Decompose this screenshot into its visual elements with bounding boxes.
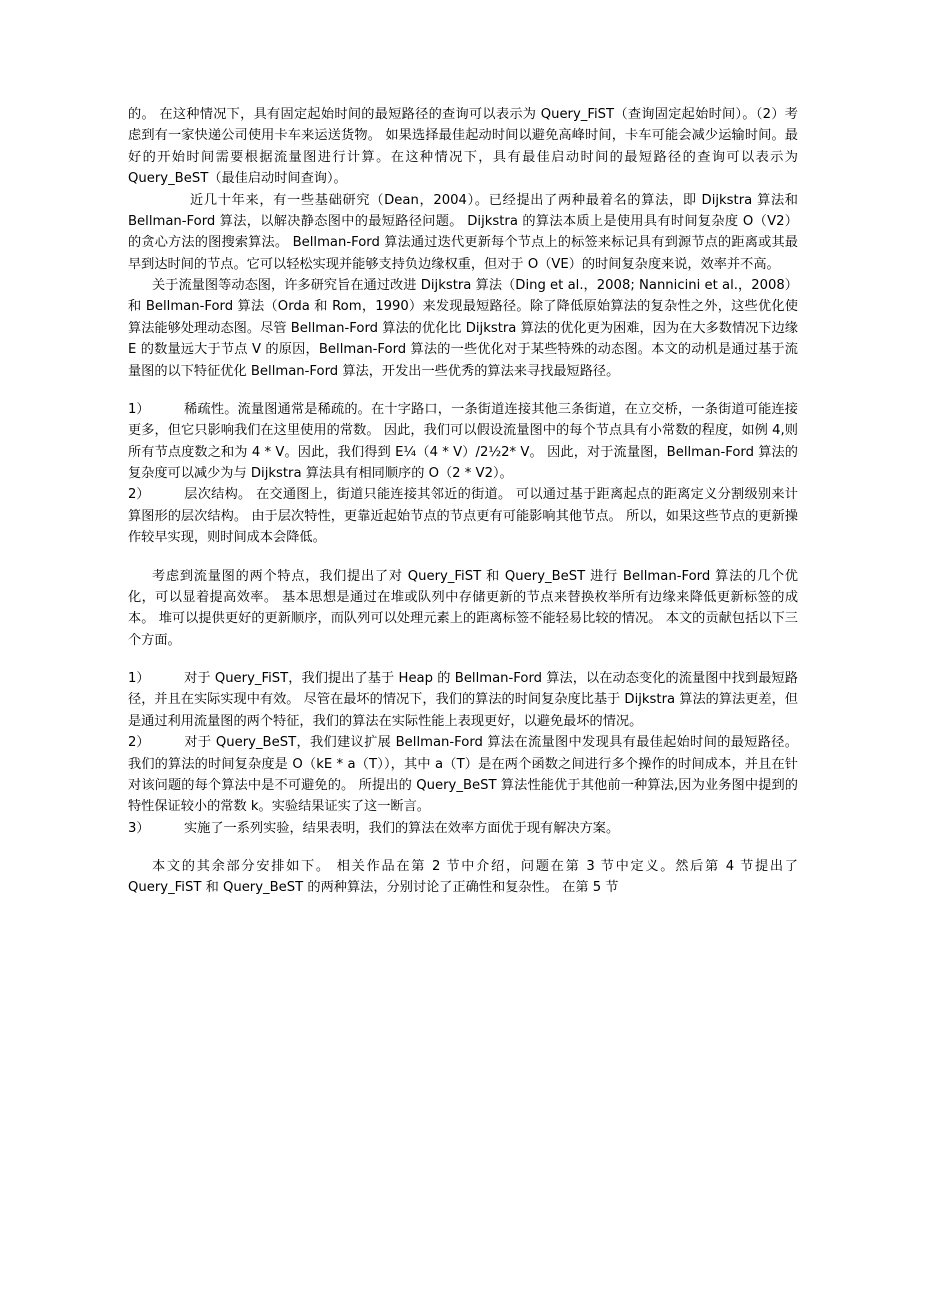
list-item-feature-1 <box>128 399 798 485</box>
list-number-5: 3） <box>128 820 150 836</box>
list-number-1: 1） <box>128 401 150 417</box>
list-text-3: 对于 Query_FiST，我们提出了基于 Heap 的 Bellman-Ford 算法，以在动态变化的流量图中找到最短路径，并且在实际实现中有效。 尽管在最坏的情况下，我们的算法的时间复杂度比基于 Dijkstra 算法的算法更差，但是通过利用流量图的两个特征，我们的算法在实际性能上表现更好，以避免最坏的情况。 <box>128 671 798 729</box>
list-text-4: 对于 Query_BeST，我们建议扩展 Bellman-Ford 算法在流量图中发现具有最佳起始时间的最短路径。 我们的算法的时间复杂度是 O（kE * a（T）），其中 a（T）是在两个函数之间进行多个操作的时间成本，并且在针对该问题的每个算法中是不可避免的。 所提出的 Query_BeST 算法性能优于其他前一种算法,因为业务图中提到的特性保证较小的常数 k。实验结果证实了这一断言。 <box>128 735 798 815</box>
list-text-1: 稀疏性。流量图通常是稀疏的。在十字路口，一条街道连接其他三条街道，在立交桥，一条街道可能连接更多，但它只影响我们在这里使用的常数。 因此，我们可以假设流量图中的每个节点具有小常数的程度，如例 4,则所有节点度数之和为 4 * V。因此，我们得到 E¼（4 * V）/2½2* V。 因此，对于流量图，Bellman-Ford 算法的复杂度可以减少为与 Dijkstra 算法具有相同顺序的 O（2 * V2）。 <box>128 401 798 481</box>
list-text-5: 实施了一系列实验，结果表明，我们的算法在效率方面优于现有解决方案。 <box>184 820 620 836</box>
paragraph-3: 关于流量图等动态图，许多研究旨在通过改进 Dijkstra 算法（Ding et al.，2008; Nannicini et al.，2008）和 Bellman-Ford 算法（Orda 和 Rom，1990）来发现最短路径。除了降低原始算法的复杂性之外，这些优化使算法能够处理动态图。尽管 Bellman-Ford 算法的优化比 Dijkstra 算法的优化更为困难，因为在大多数情况下边缘 E 的数量远大于节点 V 的原因，Bellman-Ford 算法的一些优化对于某些特殊的动态图。本文的动机是通过基于流量图的以下特征优化 Bellman-Ford 算法，开发出一些优秀的算法来寻找最短路径。 <box>128 278 798 379</box>
paragraph-5: 本文的其余部分安排如下。 相关作品在第 2 节中介绍，问题在第 3 节中定义。然后第 4 节提出了 Query_FiST 和 Query_BeST 的两种算法，分别讨论了正确性和复杂性。 在第 5 节 <box>128 859 798 896</box>
list-number-2: 2） <box>128 487 150 503</box>
paragraph-2: 近几十年来，有一些基础研究（Dean，2004）。已经提出了两种最着名的算法，即 Dijkstra 算法和 Bellman-Ford 算法，以解决静态图中的最短路径问题。 Dijkstra 的算法本质上是使用具有时间复杂度 O（V2）的贪心方法的图搜索算法。 Bellman-Ford 算法通过迭代更新每个节点上的标签来标记具有到源节点的距离或其最早到达时间的节点。它可以轻松实现并能够支持负边缘权重，但对于 O（VE）的时间复杂度来说，效率并不高。 <box>128 192 798 272</box>
paragraph-4: 考虑到流量图的两个特点，我们提出了对 Query_FiST 和 Query_BeST 进行 Bellman-Ford 算法的几个优化，可以显着提高效率。 基本思想是通过在堆或队列中存储更新的节点来替换枚举所有边缘来降低更新标签的成本。 堆可以提供更好的更新顺序，而队列可以处理元素上的距离标签不能轻易比较的情况。 本文的贡献包括以下三个方面。 <box>128 568 798 648</box>
list-item-contribution-3 <box>128 818 798 839</box>
paragraph-1: 的。 在这种情况下，具有固定起始时间的最短路径的查询可以表示为 Query_FiST（查询固定起始时间）。（2）考虑到有一家快递公司使用卡车来运送货物。 如果选择最佳起动时间以避免高峰时间，卡车可能会减少运输时间。最好的开始时间需要根据流量图进行计算。在这种情况下，具有最佳启动时间的最短路径的查询可以表示为 Query_BeST（最佳启动时间查询）。 <box>128 107 798 187</box>
list-number-4: 2） <box>128 735 150 751</box>
list-item-contribution-2 <box>128 732 798 818</box>
list-number-3: 1） <box>128 671 150 686</box>
document-body <box>128 104 798 899</box>
list-text-2: 层次结构。 在交通图上，街道只能连接其邻近的街道。 可以通过基于距离起点的距离定义分割级别来计算图形的层次结构。 由于层次特性，更靠近起始节点的节点更有可能影响其他节点。 所以，如果这些节点的更新操作较早实现，则时间成本会降低。 <box>128 487 798 546</box>
list-item-feature-2 <box>128 484 798 548</box>
list-item-contribution-1 <box>128 668 798 732</box>
